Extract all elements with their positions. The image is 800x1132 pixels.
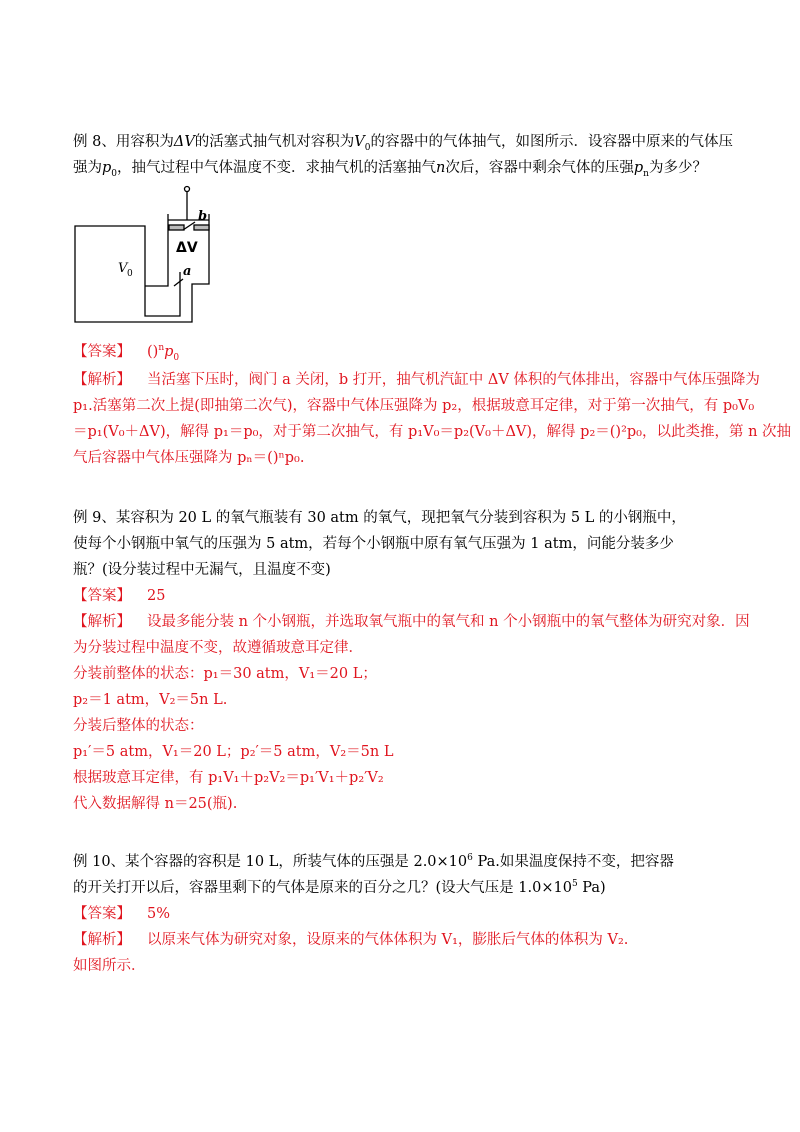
delta-v: ΔV [173, 134, 195, 150]
answer-tag: 【答案】 [73, 344, 131, 360]
text: 为多少？ [648, 160, 707, 176]
example9-analysis-line8: 代入数据解得 n＝25(瓶). [73, 796, 238, 812]
n-symbol: n [436, 160, 446, 176]
text: 例 8、用容积为 [73, 134, 174, 150]
valve-a-flap [174, 279, 183, 286]
label-delta-v: ΔV [176, 240, 198, 256]
analysis-tag: 【解析】 [73, 614, 131, 630]
example9-question-line2: 使每个小钢瓶中氧气的压强为 5 atm，若每个小钢瓶中原有氧气压强为 1 atm，问能分装多少 [73, 536, 674, 552]
analysis-text: 设最多能分装 n 个小钢瓶，并选取氧气瓶中的氧气和 n 个小钢瓶中的氧气整体为研究对象．因 [147, 614, 750, 630]
pump-container-figure [70, 184, 230, 332]
text: 的容器中的气体抽气，如图所示．设容器中原来的气体压 [370, 134, 734, 150]
example9-analysis-line1 [73, 612, 750, 632]
text: Pa) [577, 880, 606, 896]
valve-b-flap [183, 222, 195, 230]
text: 强为 [73, 160, 102, 176]
example8-analysis-line1 [73, 370, 760, 390]
example10-question-line1 [73, 852, 674, 872]
v0-sub: 0 [364, 142, 371, 153]
text: 的开关打开以后，容器里剩下的气体是原来的百分之几？(设大气压是 1.0×10 [73, 880, 572, 896]
example9-question-line3: 瓶？(设分装过程中无漏气，且温度不变) [73, 562, 331, 578]
cylinder-left-wall [145, 214, 168, 286]
example10-question-line2 [73, 878, 606, 898]
example10-analysis-line1 [73, 930, 628, 950]
p0-symbol: p [102, 160, 112, 176]
answer-text: () [147, 344, 159, 360]
exponent: 6 [467, 853, 473, 864]
text: ，抽气过程中气体温度不变．求抽气机的活塞抽气 [117, 160, 437, 176]
text: 次后，容器中剩余气体的压强 [445, 160, 634, 176]
valve-b-right [194, 225, 209, 230]
answer-p-sub: 0 [173, 352, 180, 363]
example8-answer [73, 342, 179, 362]
example9-analysis-line4: p₂＝1 atm，V₂＝5n L. [73, 692, 228, 708]
valve-b-left [169, 225, 184, 230]
example10-analysis-line2: 如图所示． [73, 958, 146, 974]
answer-tag: 【答案】 [73, 588, 131, 604]
text: Pa.如果温度保持不变，把容器 [472, 854, 674, 870]
label-a: a [183, 264, 192, 279]
answer-text: 25 [147, 588, 166, 604]
exponent: 5 [571, 879, 578, 890]
example9-analysis-line7: 根据玻意耳定律，有 p₁V₁＋p₂V₂＝p₁′V₁＋p₂′V₂ [73, 770, 384, 786]
example9-analysis-line2: 为分装过程中温度不变，故遵循玻意耳定律． [73, 640, 363, 656]
analysis-text: 当活塞下压时，阀门 a 关闭，b 打开，抽气机汽缸中 ΔV 体积的气体排出，容器中气体压强降为 [147, 372, 760, 388]
analysis-tag: 【解析】 [73, 932, 131, 948]
example9-analysis-line5: 分装后整体的状态： [73, 718, 204, 734]
analysis-tag: 【解析】 [73, 372, 131, 388]
answer-tag: 【答案】 [73, 906, 131, 922]
example8-analysis-line2: p₁.活塞第二次上提(即抽第二次气)，容器中气体压强降为 p₂，根据玻意耳定律，对于第一次抽气，有 p₀V₀ [73, 398, 755, 414]
pn-sub: n [643, 168, 649, 179]
example9-answer [73, 586, 165, 606]
text: 的活塞式抽气机对容积为 [194, 134, 355, 150]
p0-sub: 0 [111, 168, 118, 179]
answer-p: p [164, 344, 174, 360]
example10-answer [73, 904, 170, 924]
label-b: b [198, 209, 208, 224]
rod-knob [185, 187, 190, 192]
example8-analysis-line4: 气后容器中气体压强降为 pₙ＝()ⁿp₀. [73, 450, 305, 466]
label-v-sub: 0 [127, 269, 133, 279]
example9-analysis-line6: p₁′＝5 atm，V₁＝20 L；p₂′＝5 atm，V₂＝5n L [73, 744, 394, 760]
example8-question-line2 [73, 158, 707, 178]
example8-analysis-line3: ＝p₁(V₀＋ΔV)，解得 p₁＝p₀，对于第二次抽气，有 p₁V₀＝p₂(V₀＋ΔV)，解得 p₂＝()²p₀，以此类推，第 n 次抽 [73, 424, 792, 440]
v0-symbol: V [354, 134, 365, 150]
example9-question-line1: 例 9、某容积为 20 L 的氧气瓶装有 30 atm 的氧气，现把氧气分装到容积为 5 L 的小钢瓶中， [73, 510, 686, 526]
example9-analysis-line3: 分装前整体的状态：p₁＝30 atm，V₁＝20 L； [73, 666, 377, 682]
text: 例 10、某个容器的容积是 10 L，所装气体的压强是 2.0×10 [73, 854, 468, 870]
answer-text: 5% [147, 906, 171, 922]
analysis-text: 以原来气体为研究对象，设原来的气体体积为 V₁，膨胀后气体的体积为 V₂. [147, 932, 629, 948]
answer-sup: n [158, 343, 165, 354]
label-v: V [118, 261, 128, 276]
pn-symbol: p [633, 160, 644, 176]
example8-question-line1 [73, 132, 733, 152]
